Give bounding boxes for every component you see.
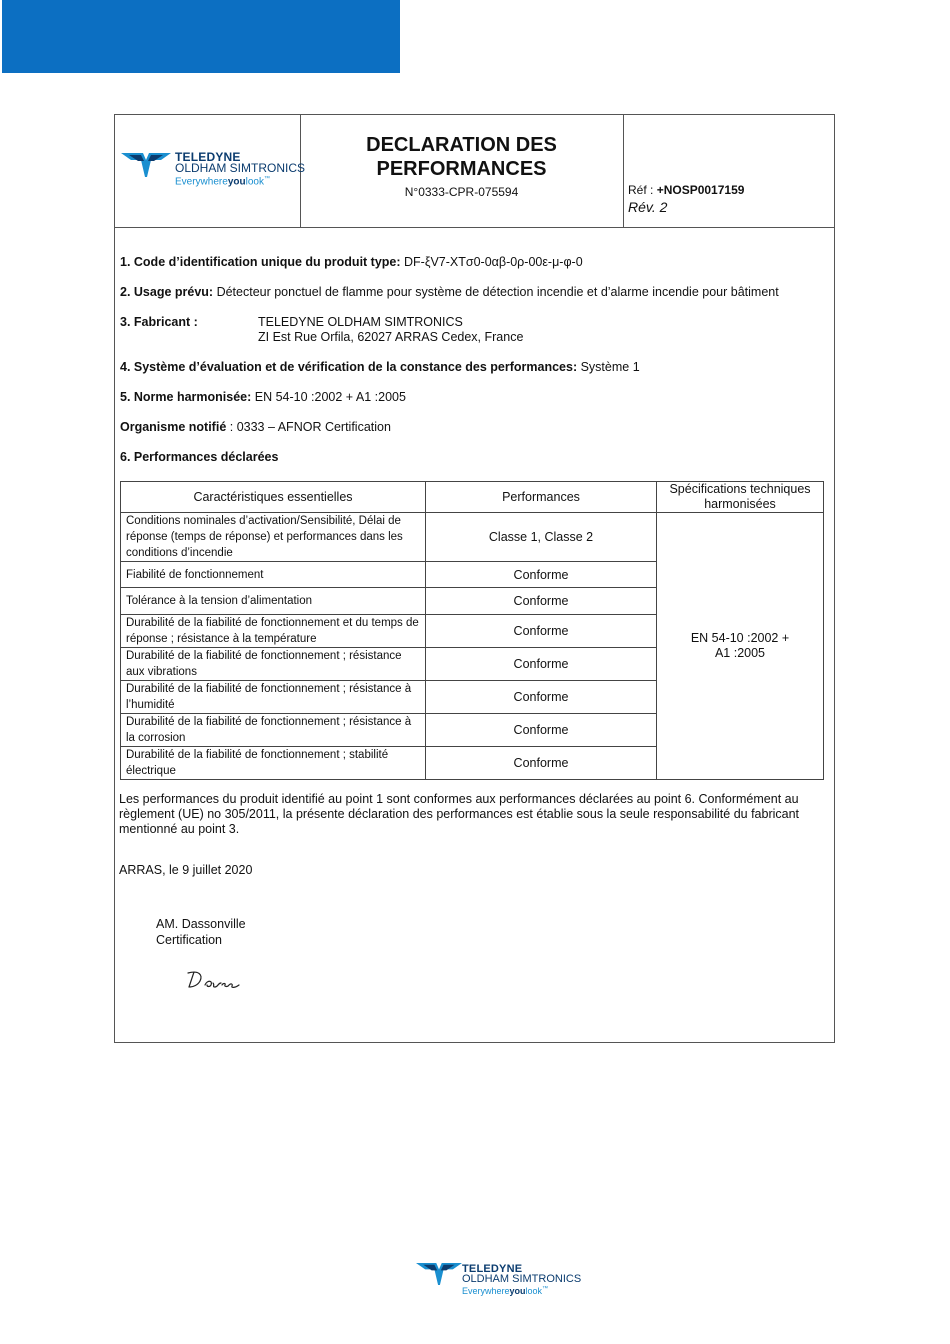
characteristic-cell: Durabilité de la fiabilité de fonctionnement ; résistance aux vibrations — [121, 648, 426, 681]
performance-cell: Conforme — [426, 615, 657, 648]
place-and-date: ARRAS, le 9 juillet 2020 — [119, 863, 253, 877]
logo-tagline: Everywhereyoulook™ — [175, 176, 270, 188]
characteristic-cell: Durabilité de la fiabilité de fonctionnement ; stabilité électrique — [121, 747, 426, 780]
footer-logo-line2: OLDHAM SIMTRONICS — [462, 1273, 582, 1285]
document-header — [115, 115, 834, 228]
performance-cell: Conforme — [426, 714, 657, 747]
footer-teledyne-logo — [416, 1262, 582, 1296]
section-5: 5. Norme harmonisée: EN 54-10 :2002 + A1 :2005 — [120, 390, 406, 404]
teledyne-emblem-icon — [416, 1262, 462, 1286]
handwritten-signature — [185, 969, 245, 991]
signatory — [156, 916, 246, 948]
document-title-line1: DECLARATION DES — [366, 134, 557, 156]
header-characteristics: Caractéristiques essentielles — [121, 482, 426, 513]
section-2: 2. Usage prévu: Détecteur ponctuel de flamme pour système de détection incendie et d’alarme incendie pour bâtiment — [120, 285, 779, 299]
section-3-label: 3. Fabricant : — [120, 315, 198, 329]
performance-table — [120, 481, 824, 780]
document-title-line2: PERFORMANCES — [376, 158, 547, 180]
characteristic-cell: Durabilité de la fiabilité de fonctionnement ; résistance à l’humidité — [121, 681, 426, 714]
logo-wordmark — [175, 152, 305, 187]
declaration-frame — [114, 114, 835, 1043]
signatory-role: Certification — [156, 933, 222, 947]
specification-cell — [657, 513, 824, 780]
reference: Réf : +NOSP0017159 — [628, 183, 745, 197]
header-logo-cell — [115, 115, 306, 227]
table-row — [121, 513, 824, 562]
table-header-row — [121, 482, 824, 513]
characteristic-cell: Tolérance à la tension d’alimentation — [121, 588, 426, 615]
header-performances: Performances — [426, 482, 657, 513]
performance-cell: Conforme — [426, 588, 657, 615]
teledyne-logo — [121, 150, 306, 188]
footer-logo-tagline: Everywhereyoulook™ — [462, 1286, 549, 1296]
characteristic-cell: Durabilité de la fiabilité de fonctionnement ; résistance à la corrosion — [121, 714, 426, 747]
manufacturer-name: TELEDYNE OLDHAM SIMTRONICS — [258, 315, 463, 329]
characteristic-cell: Durabilité de la fiabilité de fonctionnement et du temps de réponse ; résistance à la température — [121, 615, 426, 648]
performance-cell: Conforme — [426, 562, 657, 588]
notified-body: Organisme notifié : 0333 – AFNOR Certification — [120, 420, 391, 434]
logo-line1: TELEDYNE — [175, 150, 241, 164]
header-specifications: Spécifications techniques harmonisées — [657, 482, 824, 513]
performance-cell: Classe 1, Classe 2 — [426, 513, 657, 562]
top-color-band — [2, 0, 400, 73]
section-6: 6. Performances déclarées — [120, 450, 279, 464]
performance-cell: Conforme — [426, 747, 657, 780]
signatory-name: AM. Dassonville — [156, 917, 246, 931]
section-4: 4. Système d’évaluation et de vérification de la constance des performances: Système 1 — [120, 360, 640, 374]
logo-line2: OLDHAM SIMTRONICS — [175, 161, 306, 175]
teledyne-emblem-icon — [121, 152, 171, 178]
manufacturer-address — [258, 315, 523, 345]
header-ref-cell — [623, 115, 834, 227]
footer-logo-line1: TELEDYNE — [462, 1263, 523, 1275]
conformity-statement: Les performances du produit identifié au point 1 sont conformes aux performances déclarées au point 6. Conformément au règlement (UE) no 305/2011, la présente déclaration des performances est établie sous la seule responsabilité du fabricant mentionné au point 3. — [119, 792, 800, 836]
performance-cell: Conforme — [426, 648, 657, 681]
revision: Rév. 2 — [628, 199, 668, 215]
footer-logo-wordmark — [462, 1264, 581, 1296]
section-3 — [120, 315, 198, 329]
characteristic-cell: Conditions nominales d’activation/Sensibilité, Délai de réponse (temps de réponse) et performances dans les conditions d’incendie — [121, 513, 426, 562]
section-1: 1. Code d’identification unique du produit type: DF-ξV7-XTσ0-0αβ-0ρ-00ε-μ-φ-0 — [120, 255, 583, 269]
manufacturer-street: ZI Est Rue Orfila, 62027 ARRAS Cedex, France — [258, 330, 524, 344]
certificate-number: N°0333-CPR-075594 — [404, 185, 519, 199]
performance-cell: Conforme — [426, 681, 657, 714]
header-title-cell — [300, 115, 624, 227]
specification-text: EN 54-10 :2002 + A1 :2005 — [690, 631, 790, 660]
characteristic-cell: Fiabilité de fonctionnement — [121, 562, 426, 588]
